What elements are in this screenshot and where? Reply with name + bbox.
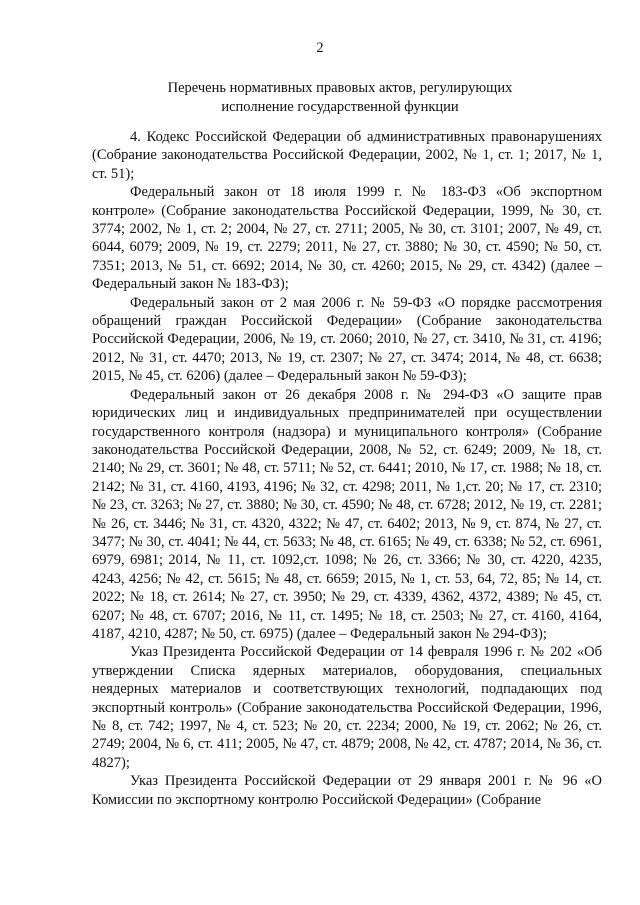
title-line-1: Перечень нормативных правовых актов, регулирующих [167, 80, 513, 96]
paragraph-law-294fz: Федеральный закон от 26 декабря 2008 г. № 294-ФЗ «О защите прав юридических лиц и индивидуальных предпринимателей при осуществлении государственного контроля (надзора) и муниципального контроля» (Собрание законодательства Российской Федерации, 2008, № 52, ст. 6249; 2009, № 18, ст. 2140; № 29, ст. 3601; № 48, ст. 5711; № 52, ст. 6441; 2010, № 17, ст. 1988; № 18, ст. 2142; № 31, ст. 4160, 4193, 4196; № 32, ст. 4298; 2011, № 1,ст. 20; № 17, ст. 2310; № 23, ст. 3263; № 27, ст. 3880; № 30, ст. 4590; № 48, ст. 6728; 2012, № 19, ст. 2281; № 26, ст. 3446; № 31, ст. 4320, 4322; № 47, ст. 6402; 2013, № 9, ст. 874, № 27, ст. 3477; № 30, ст. 4041; № 44, ст. 5633; № 48, ст. 6165; № 49, ст. 6338; № 52, ст. 6961, 6979, 6981; 2014, № 11, ст. 1092,ст. 1098; № 26, ст. 3366; № 30, ст. 4220, 4235, 4243, 4256; № 42, ст. 5615; № 48, ст. 6659; 2015, № 1, ст. 53, 64, 72, 85; № 14, ст. 2022; № 18, ст. 2614; № 27, ст. 3950; № 29, ст. 4339, 4362, 4372, 4389; № 45, ст. 6207; № 48, ст. 6707; 2016, № 11, ст. 1495; № 18, ст. 2503; № 27, ст. 4160, 4164, 4187, 4210, 4287; № 50, ст. 6975) (далее – Федеральный закон № 294-ФЗ); [92, 386, 602, 642]
paragraph-decree-96: Указ Президента Российской Федерации от 29 января 2001 г. № 96 «О Комиссии по экспортному контролю Российской Федерации» (Собрание [92, 773, 602, 808]
page-number: 2 [316, 40, 324, 56]
paragraph-law-183fz: Федеральный закон от 18 июля 1999 г. № 183-ФЗ «Об экспортном контроле» (Собрание законодательства Российской Федерации, 1999, № 30, ст. 3774; 2002, № 1, ст. 2; 2004, № 27, ст. 2711; 2005, № 30, ст. 3101; 2007, № 49, ст. 6044, 6079; 2009, № 19, ст. 2279; 2011, № 27, ст. 3880; № 30, ст. 4590; № 50, ст. 7351; 2013, № 51, ст. 6692; 2014, № 30, ст. 4260; 2015, № 29, ст. 4342) (далее – Федеральный закон № 183-ФЗ); [92, 184, 602, 293]
paragraph-law-59fz: Федеральный закон от 2 мая 2006 г. № 59-ФЗ «О порядке рассмотрения обращений граждан Российской Федерации» (Собрание законодательства Российской Федерации, 2006, № 19, ст. 2060; 2010, № 27, ст. 3410, № 31, ст. 4196; 2012, № 31, ст. 4470; 2013, № 19, ст. 2307; № 27, ст. 3474; 2014, № 48, ст. 6638; 2015, № 45, ст. 6206) (далее – Федеральный закон № 59-ФЗ); [92, 294, 602, 385]
paragraph-code-admin-offences: 4. Кодекс Российской Федерации об административных правонарушениях (Собрание законодательства Российской Федерации, 2002, № 1, ст. 1; 2017, № 1, ст. 51); [92, 129, 602, 182]
document-body [92, 128, 602, 809]
title-line-2: исполнение государственной функции [221, 99, 459, 115]
paragraph-decree-202: Указ Президента Российской Федерации от 14 февраля 1996 г. № 202 «Об утверждении Списка ядерных материалов, оборудования, специальных неядерных материалов и соответствующих технологий, подпадающих под экспортный контроль» (Собрание законодательства Российской Федерации, 1996, № 8, ст. 742; 1997, № 4, ст. 523; № 20, ст. 2234; 2000, № 19, ст. 2062; № 26, ст. 2749; 2004, № 6, ст. 411; 2005, № 47, ст. 4879; 2008, № 42, ст. 4787; 2014, № 36, ст. 4827); [92, 644, 602, 771]
document-title [80, 79, 600, 117]
